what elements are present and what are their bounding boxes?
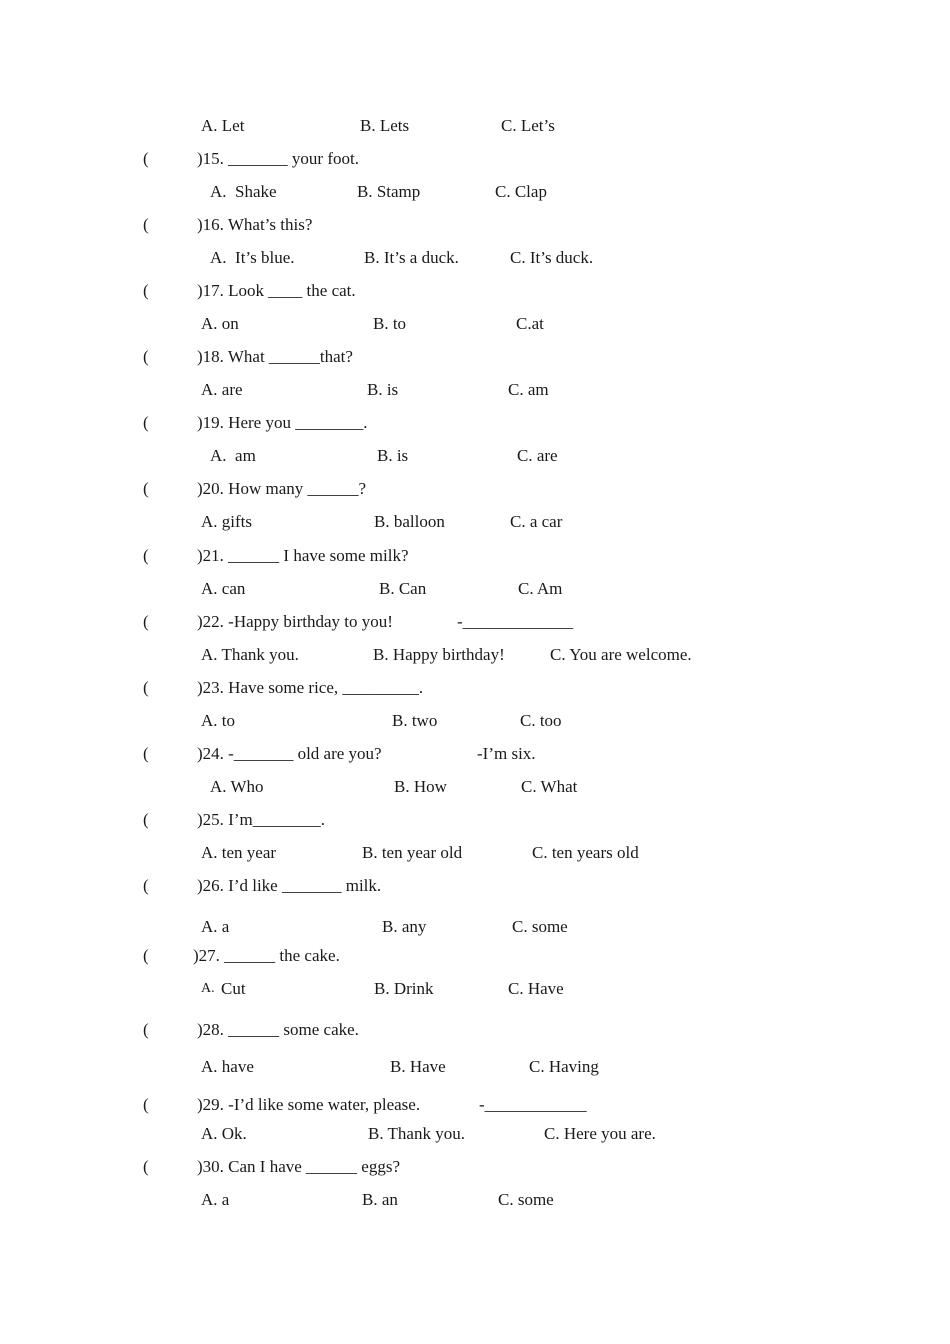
answer-paren: ( xyxy=(143,876,149,895)
question-18 xyxy=(0,346,950,368)
option-b: B. is xyxy=(377,446,409,465)
answer-paren: ( xyxy=(143,281,149,300)
option-a: A. can xyxy=(201,579,246,598)
question-24-options xyxy=(0,776,950,798)
option-a: A. a xyxy=(201,917,230,936)
question-20 xyxy=(0,478,950,500)
answer-paren: ( xyxy=(143,678,149,697)
question-text: )26. I’d like _______ milk. xyxy=(197,876,382,895)
answer-paren: ( xyxy=(143,215,149,234)
option-b: B. Thank you. xyxy=(368,1124,465,1143)
question-28 xyxy=(0,1019,950,1041)
question-25 xyxy=(0,809,950,831)
question-29 xyxy=(0,1094,950,1116)
answer-paren: ( xyxy=(143,1020,149,1039)
option-c: C. too xyxy=(520,711,562,730)
question-text: )29. -I’d like some water, please. xyxy=(197,1095,421,1114)
question-text: )25. I’m________. xyxy=(197,810,325,829)
option-c: C. ten years old xyxy=(532,843,639,862)
option-c: C. Here you are. xyxy=(544,1124,656,1143)
answer-paren: ( xyxy=(143,946,149,965)
question-15-options xyxy=(0,181,950,203)
option-c: C. Clap xyxy=(495,182,547,201)
option-a-letter: A. xyxy=(201,981,215,996)
question-text: )19. Here you ________. xyxy=(197,413,368,432)
option-a: Cut xyxy=(221,979,246,998)
answer-paren: ( xyxy=(143,1095,149,1114)
question-17-options xyxy=(0,313,950,335)
question-text: )24. -_______ old are you? xyxy=(197,744,382,763)
option-b: B. balloon xyxy=(374,512,445,531)
option-a: A. Shake xyxy=(210,182,277,201)
question-30-options xyxy=(0,1189,950,1211)
question-19-options xyxy=(0,445,950,467)
option-c: C. a car xyxy=(510,512,563,531)
question-27 xyxy=(0,945,950,967)
answer-paren: ( xyxy=(143,347,149,366)
answer-paren: ( xyxy=(143,1157,149,1176)
question-25-options xyxy=(0,842,950,864)
question-15 xyxy=(0,148,950,170)
option-a: A. It’s blue. xyxy=(210,248,295,267)
question-16-options xyxy=(0,247,950,269)
option-a: A. Who xyxy=(210,777,264,796)
question-23-options xyxy=(0,710,950,732)
question-text: )23. Have some rice, _________. xyxy=(197,678,424,697)
option-b: B. any xyxy=(382,917,427,936)
option-b: B. It’s a duck. xyxy=(364,248,459,267)
option-c: C. Am xyxy=(518,579,563,598)
question-23 xyxy=(0,677,950,699)
option-a: A. are xyxy=(201,380,243,399)
question-text: )18. What ______that? xyxy=(197,347,353,366)
option-b: B. Drink xyxy=(374,979,434,998)
question-18-options xyxy=(0,379,950,401)
option-c: C. Let’s xyxy=(501,116,555,135)
question-text: )17. Look ____ the cat. xyxy=(197,281,356,300)
option-b: B. How xyxy=(394,777,447,796)
question-22-options xyxy=(0,644,950,666)
question-text: )22. -Happy birthday to you! xyxy=(197,612,393,631)
question-27-options xyxy=(0,978,950,1000)
question-22 xyxy=(0,611,950,633)
option-c: C. You are welcome. xyxy=(550,645,692,664)
question-text: )21. ______ I have some milk? xyxy=(197,546,409,565)
option-b: B. Stamp xyxy=(357,182,421,201)
option-c: C. some xyxy=(498,1190,554,1209)
option-a: A. gifts xyxy=(201,512,252,531)
answer-paren: ( xyxy=(143,546,149,565)
option-c: C. What xyxy=(521,777,578,796)
answer-paren: ( xyxy=(143,810,149,829)
option-b: B. Lets xyxy=(360,116,410,135)
question-24 xyxy=(0,743,950,765)
question-text: )30. Can I have ______ eggs? xyxy=(197,1157,401,1176)
option-a: A. Ok. xyxy=(201,1124,247,1143)
question-21-options xyxy=(0,578,950,600)
answer-paren: ( xyxy=(143,612,149,631)
option-b: B. to xyxy=(373,314,407,333)
question-20-options xyxy=(0,511,950,533)
option-c: C. Having xyxy=(529,1057,599,1076)
question-19 xyxy=(0,412,950,434)
reply-blank: -_____________ xyxy=(457,612,574,631)
reply-text: -I’m six. xyxy=(477,744,536,763)
option-c: C. It’s duck. xyxy=(510,248,594,267)
question-text: )16. What’s this? xyxy=(197,215,313,234)
question-28-options xyxy=(0,1056,950,1078)
option-b: B. two xyxy=(392,711,438,730)
question-26-options xyxy=(0,916,950,938)
option-c: C.at xyxy=(516,314,544,333)
answer-paren: ( xyxy=(143,479,149,498)
option-b: B. Can xyxy=(379,579,427,598)
question-text: )27. ______ the cake. xyxy=(193,946,340,965)
option-b: B. is xyxy=(367,380,399,399)
question-17 xyxy=(0,280,950,302)
option-a: A. Thank you. xyxy=(201,645,299,664)
option-a: A. have xyxy=(201,1057,254,1076)
question-text: )20. How many ______? xyxy=(197,479,367,498)
option-a: A. ten year xyxy=(201,843,277,862)
option-b: B. an xyxy=(362,1190,398,1209)
answer-paren: ( xyxy=(143,744,149,763)
option-c: C. some xyxy=(512,917,568,936)
question-26 xyxy=(0,875,950,897)
option-c: C. Have xyxy=(508,979,564,998)
question-21 xyxy=(0,545,950,567)
q14-options xyxy=(0,115,950,137)
reply-blank: -____________ xyxy=(479,1095,587,1114)
question-text: )15. _______ your foot. xyxy=(197,149,359,168)
question-text: )28. ______ some cake. xyxy=(197,1020,359,1039)
option-c: C. are xyxy=(517,446,558,465)
question-16 xyxy=(0,214,950,236)
option-a: A. to xyxy=(201,711,235,730)
option-a: A. on xyxy=(201,314,239,333)
question-30 xyxy=(0,1156,950,1178)
option-b: B. Happy birthday! xyxy=(373,645,505,664)
option-b: B. ten year old xyxy=(362,843,463,862)
answer-paren: ( xyxy=(143,413,149,432)
option-a: A. am xyxy=(210,446,256,465)
answer-paren: ( xyxy=(143,149,149,168)
option-c: C. am xyxy=(508,380,549,399)
question-29-options xyxy=(0,1123,950,1145)
option-a: A. a xyxy=(201,1190,230,1209)
option-b: B. Have xyxy=(390,1057,446,1076)
option-a: A. Let xyxy=(201,116,245,135)
